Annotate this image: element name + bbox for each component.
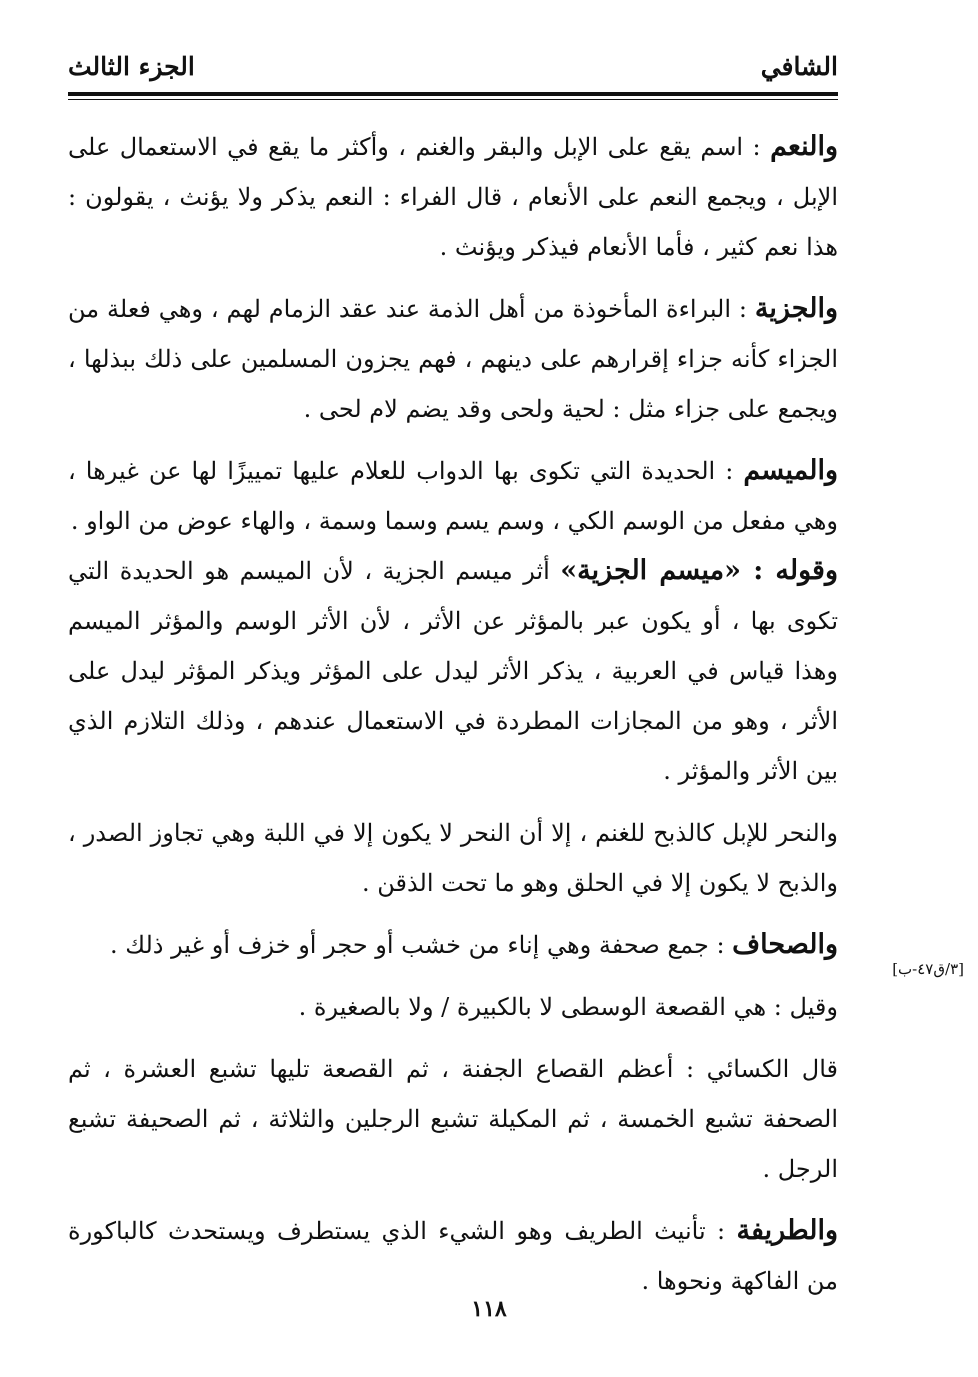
paragraph-qila	[68, 982, 838, 1032]
definition-qawluhu: أثر ميسم الجزية ، لأن الميسم هو الحديدة التي تكوى بها ، أو يكون عبر بالمؤثر عن الأثر ، لأن الأثر الوسم والمؤثر الميسم وهذا قياس في العربية ، يذكر الأثر ليدل على المؤثر ويذكر المؤثر ليدل على الأثر ، وهو من المجازات المطردة في الاستعمال عندهم ، وذلك التلازم الذي بين الأثر والمؤثر .	[68, 557, 838, 785]
part-label: الجزء الثالث	[68, 52, 195, 81]
book-title: الشافي	[760, 52, 838, 81]
text-kisai: قال الكسائي : أعظم القصاع الجفنة ، ثم القصعة تليها تشبع العشرة ، ثم الصحفة تشبع الخمسة ، ثم المكيلة تشبع الرجلين والثلاثة ، ثم الصحيفة تشبع الرجل .	[68, 1055, 838, 1183]
paragraph-jizya	[68, 284, 838, 434]
text-qila: وقيل : هي القصعة الوسطى لا بالكبيرة / ولا بالصغيرة .	[298, 993, 838, 1021]
definition-tarifa: : تأنيث الطريف وهو الشيء الذي يستطرف ويستحدث كالباكورة من الفاكهة ونحوها .	[68, 1217, 838, 1295]
term-qawluhu: وقوله : «ميسم الجزية»	[560, 555, 838, 586]
running-header	[68, 52, 838, 88]
term-sihaf: والصحاف	[732, 929, 838, 960]
header-rule-thick	[68, 92, 838, 96]
paragraph-maysam	[68, 446, 838, 546]
paragraph-naam	[68, 122, 838, 272]
paragraph-kisai	[68, 1044, 838, 1194]
paragraph-tarifa	[68, 1206, 838, 1306]
term-tarifa: والطريفة	[736, 1215, 838, 1246]
term-maysam: والميسم	[743, 455, 838, 486]
text-nahr: والنحر للإبل كالذبح للغنم ، إلا أن النحر لا يكون إلا في اللبة وهي تجاوز الصدر ، والذبح لا يكون إلا في الحلق وهو ما تحت الذقن .	[68, 819, 838, 897]
manuscript-folio-note: [٣/ق٤٧-ب]	[892, 960, 964, 978]
term-jizya: والجزية	[754, 293, 838, 324]
body-text	[68, 122, 838, 1318]
definition-jizya: : البراءة المأخوذة من أهل الذمة عند عقد الزمام لهم ، وهي فعلة من الجزاء كأنه جزاء إقرارهم على دينهم ، فهم يجزون المسلمين على ذلك ببذلها ، ويجمع على جزاء مثل : لحية ولحى وقد يضم لام لحى .	[68, 295, 838, 423]
page-number: ١١٨	[471, 1296, 507, 1322]
header-rule-thin	[68, 99, 838, 100]
definition-maysam: : الحديدة التي تكوى بها الدواب للعلام عليها تمييزًا لها عن غيرها ، وهي مفعل من الوسم الكي ، وسم يسم وسما وسمة ، والهاء عوض من الواو .	[68, 457, 838, 535]
term-naam: والنعم	[770, 131, 838, 162]
paragraph-qawluhu	[68, 546, 838, 796]
definition-sihaf: : جمع صحفة وهي إناء من خشب أو حجر أو خزف أو غير ذلك .	[109, 931, 733, 959]
paragraph-nahr	[68, 808, 838, 908]
paragraph-sihaf	[68, 920, 838, 970]
definition-naam: : اسم يقع على الإبل والبقر والغنم ، وأكثر ما يقع في الاستعمال على الإبل ، ويجمع النعم على الأنعام ، قال الفراء : النعم يذكر ولا يؤنث ، يقولون : هذا نعم كثير ، فأما الأنعام فيذكر ويؤنث .	[68, 133, 838, 261]
